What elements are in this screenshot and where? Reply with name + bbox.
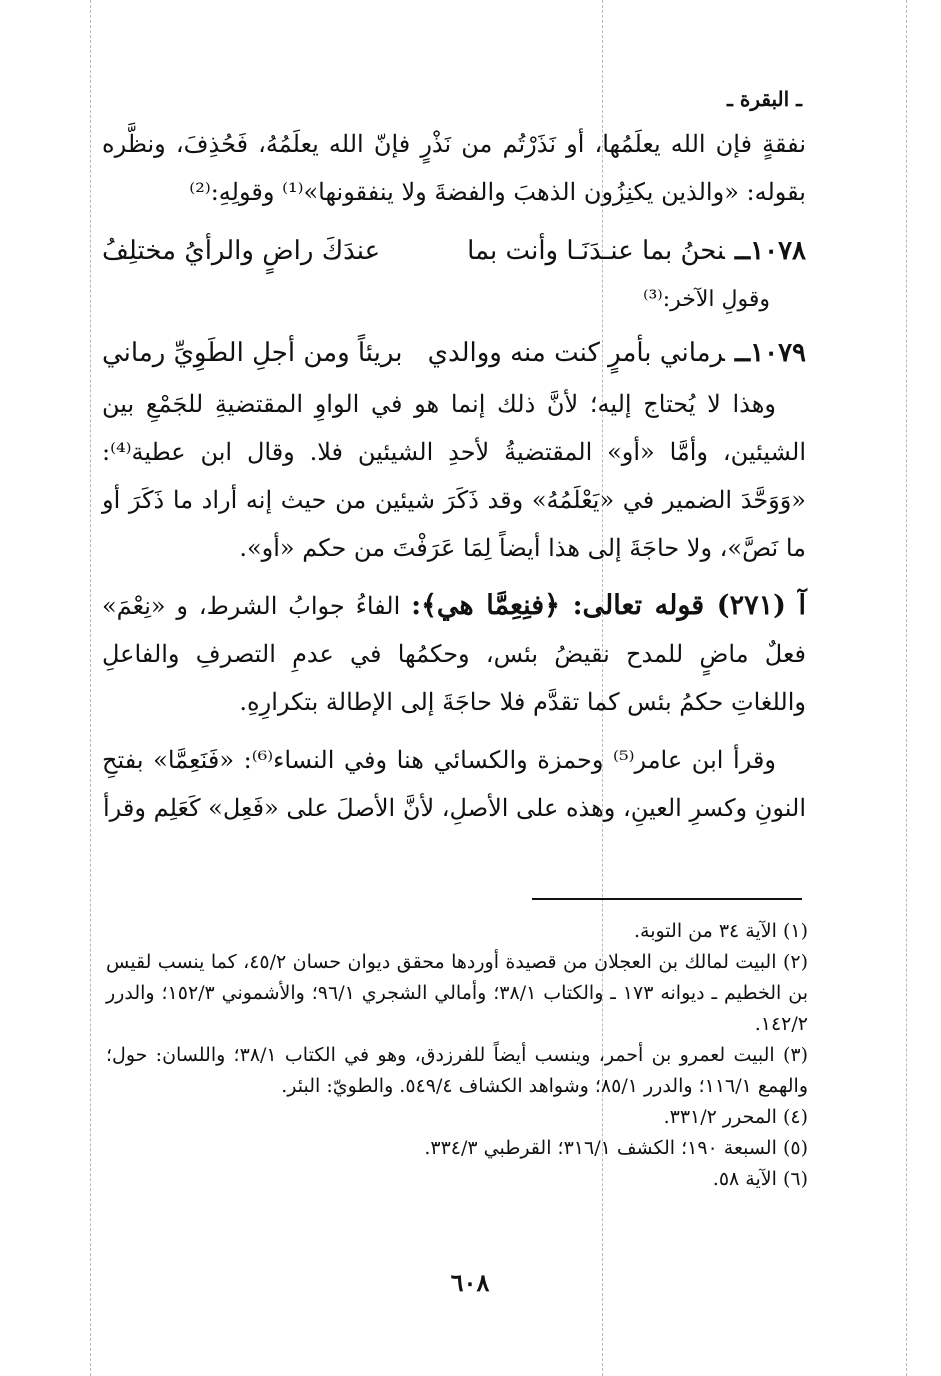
paragraph-3: [102, 582, 806, 726]
running-head: ـ البقرة ـ: [727, 87, 802, 111]
verse-intro: وقولِ الآخر:⁽³⁾: [643, 287, 770, 312]
verse-second-hemistich: عندَكَ راضٍ والرأيُ مختلِفُ: [102, 236, 381, 266]
verse-second-hemistich: بريئاً ومن أجلِ الطَوِيِّ رماني: [102, 338, 403, 368]
paragraph-2: وهذا لا يُحتاج إليه؛ لأنَّ ذلك إنما هو في الواوِ المقتضيةِ للجَمْعِ بين الشيئين، وأمَّا «أو» المقتضيةُ لأحدِ الشيئين فلا. وقال ابن عطية⁽⁴⁾: «وَوَحَّدَ الضمير في «يَعْلَمُهُ» وقد ذَكَرَ شيئين من حيث إنه أراد ما ذَكَرَ أو ما نَصَّ»، ولا حاجَةَ إلى هذا أيضاً لِمَا عَرَفْتَ من حكم «أو».: [102, 390, 806, 562]
footnote-5: (٥) السبعة ١٩٠؛ الكشف ٣١٦/١؛ القرطبي ٣٣٤/٣.: [424, 1137, 808, 1159]
verse-number: ١٠٧٨ــ: [734, 236, 806, 266]
footnote-3: (٣) البيت لعمرو بن أحمر، وينسب أيضاً للفرزدق، وهو في الكتاب ٣٨/١؛ واللسان: حول؛ والهمع ١١٦/١؛ والدرر ٨٥/١؛ وشواهد الكشاف ٥٤٩/٤. والطويّ: البئر.: [106, 1044, 808, 1097]
verse-number: ١٠٧٩ــ: [734, 338, 806, 368]
verse-first-hemistich: ١٠٧٩ــرماني بأمرٍ كنت منه ووالدي: [427, 338, 806, 368]
footnote-6: (٦) الآية ٥٨.: [712, 1168, 808, 1190]
page-number: ٦٠٨: [450, 1268, 490, 1297]
verse-line-1079: [102, 328, 806, 378]
footnote-1: (١) الآية ٣٤ من التوبة.: [633, 920, 808, 942]
paragraph-1: نفقةٍ فإن الله يعلَمُها، أو نَذَرْتُم من نَذْرٍ فإنّ الله يعلَمُهُ، فَحُذِفَ، ونظَّره بقوله: «والذين يكنِزُون الذهبَ والفضةَ ولا ينفقونها»⁽¹⁾ وقولِهِ:⁽²⁾: [102, 130, 806, 206]
paragraph-3-text: الفاءُ جوابُ الشرط، و «نِعْمَ» فعلٌ ماضٍ للمدح نقيضُ بئس، وحكمُها في عدمِ التصرفِ والفاعلِ واللغاتِ حكمُ بئس كما تقدَّم فلا حاجَةَ إلى الإطالة بتكرارِهِ.: [102, 592, 806, 716]
footnote-divider: [532, 898, 802, 900]
footnotes: [106, 916, 808, 1195]
scan-guide-line: [906, 0, 907, 1376]
verse-heading-271: آ (٢٧١) قوله تعالى: ﴿فنِعِمَّا هي﴾:: [411, 590, 806, 621]
footnote-2: (٢) البيت لمالك بن العجلان من قصيدة أوردها محقق ديوان حسان ٤٥/٢، كما ينسب لقيس بن الخطيم ـ ديوانه ١٧٣ ـ والكتاب ٣٨/١؛ وأمالي الشجري ٩٦/١؛ والأشموني ١٥٢/٣؛ والدرر ١٤٢/٢.: [106, 951, 808, 1035]
verse-line-1078: [102, 226, 806, 276]
paragraph-4: وقرأ ابن عامر⁽⁵⁾ وحمزة والكسائي هنا وفي النساء⁽⁶⁾: «فَنَعِمَّا» بفتحِ النونِ وكسرِ العينِ، وهذه على الأصلِ، لأنَّ الأصلَ على «فَعِل» كَعَلِم وقرأ: [102, 746, 806, 822]
scan-guide-line: [90, 0, 91, 1376]
footnote-4: (٤) المحرر ٣٣١/٢.: [663, 1106, 808, 1128]
verse-first-hemistich: ١٠٧٨ــنحنُ بما عنـدَنَـا وأنت بما: [467, 236, 806, 266]
page-body: [102, 84, 806, 842]
